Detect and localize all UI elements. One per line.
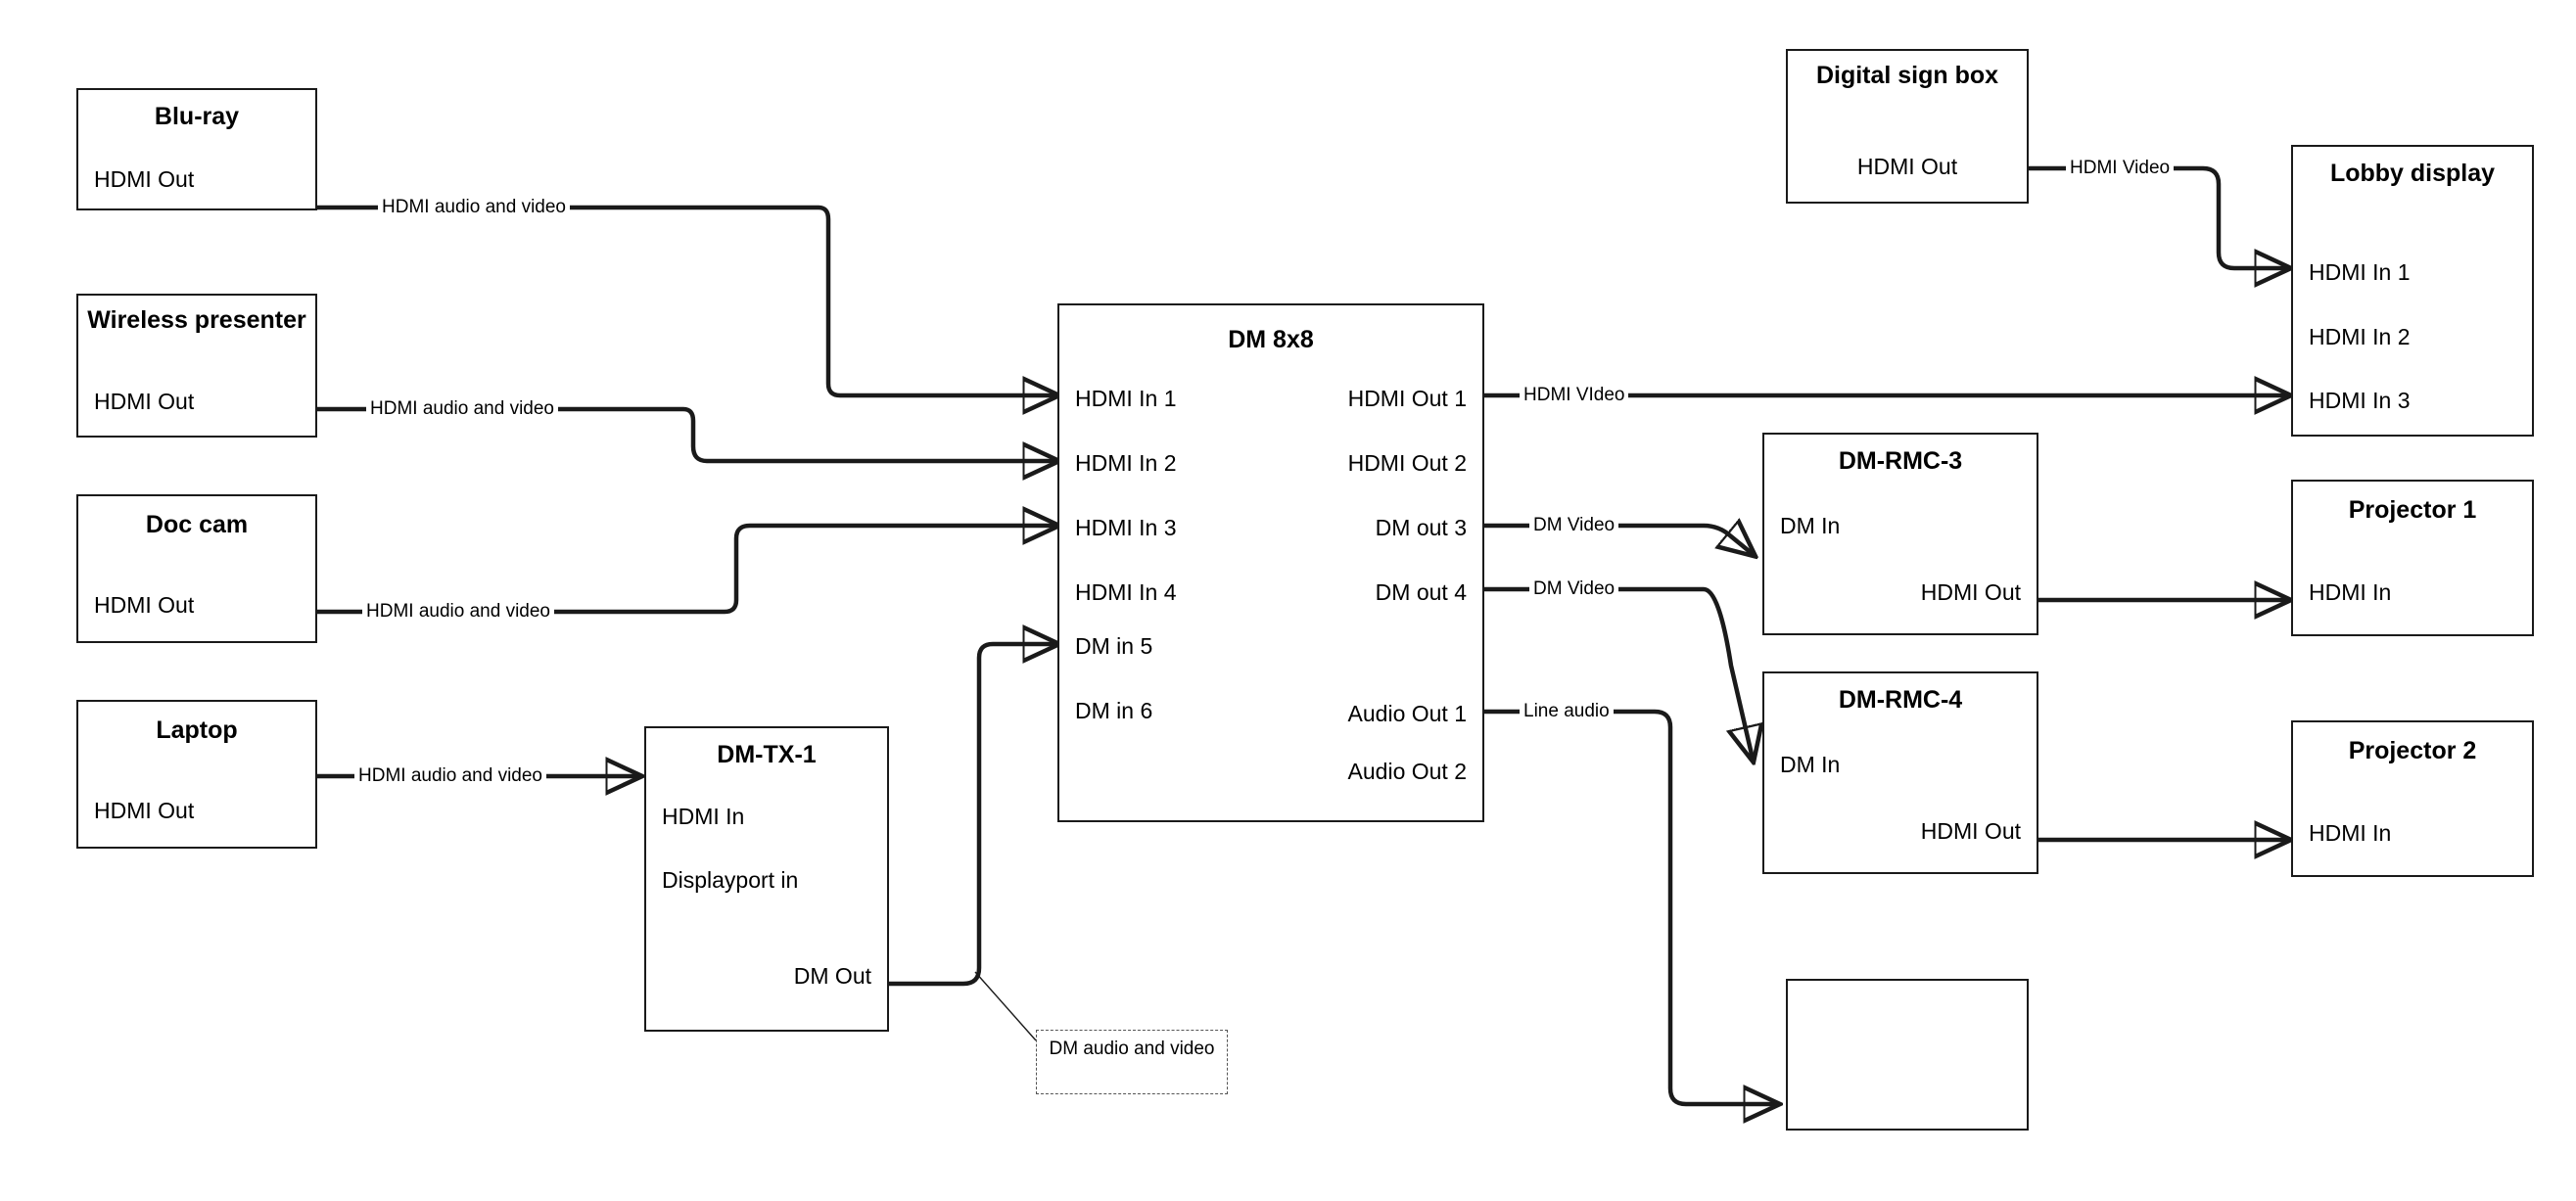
edge-label-doccam-to-dm: HDMI audio and video bbox=[362, 601, 554, 623]
node-title: DM 8x8 bbox=[1228, 326, 1314, 353]
node-projector-1[interactable] bbox=[2291, 480, 2534, 636]
port-dm8x8-hdmi-in-2[interactable]: HDMI In 2 bbox=[1075, 450, 1177, 476]
port-projector2-hdmi-in[interactable]: HDMI In bbox=[2309, 820, 2392, 846]
port-dm8x8-audio-out-2[interactable]: Audio Out 2 bbox=[1347, 759, 1467, 784]
port-wireless-hdmi-out[interactable]: HDMI Out bbox=[94, 389, 195, 414]
port-dmrmc4-hdmi-out[interactable]: HDMI Out bbox=[1920, 818, 2021, 844]
node-doc-cam[interactable] bbox=[76, 494, 317, 643]
node-title: Blu-ray bbox=[154, 103, 240, 130]
node-dm-8x8[interactable] bbox=[1057, 303, 1484, 822]
port-lobby-hdmi-in-3[interactable]: HDMI In 3 bbox=[2309, 388, 2411, 413]
port-projector1-hdmi-in[interactable]: HDMI In bbox=[2309, 579, 2392, 605]
note-dm-audio-and-video: DM audio and video bbox=[1036, 1030, 1228, 1094]
node-title: Projector 2 bbox=[2348, 737, 2477, 764]
node-title: Projector 1 bbox=[2348, 496, 2477, 524]
port-dmrmc3-hdmi-out[interactable]: HDMI Out bbox=[1920, 579, 2021, 605]
node-title: Lobby display bbox=[2329, 160, 2496, 187]
port-dm8x8-audio-out-1[interactable]: Audio Out 1 bbox=[1347, 701, 1467, 726]
port-dm8x8-hdmi-out-2[interactable]: HDMI Out 2 bbox=[1347, 450, 1467, 476]
edge-label-dm-to-rmc3: DM Video bbox=[1529, 515, 1618, 536]
node-digital-sign-box[interactable] bbox=[1786, 49, 2029, 204]
port-dmtx1-dm-out[interactable]: DM Out bbox=[793, 963, 871, 989]
node-title: DM-TX-1 bbox=[717, 741, 817, 768]
port-signbox-hdmi-out[interactable]: HDMI Out bbox=[1856, 154, 1958, 179]
edge-label-laptop-to-dmtx1: HDMI audio and video bbox=[354, 765, 546, 787]
port-dm8x8-dm-in-5[interactable]: DM in 5 bbox=[1075, 633, 1153, 659]
node-lobby-display[interactable] bbox=[2291, 145, 2534, 437]
port-lobby-hdmi-in-1[interactable]: HDMI In 1 bbox=[2309, 259, 2411, 285]
edge-label-dm-to-amplifier: Line audio bbox=[1520, 701, 1614, 722]
port-dmrmc4-dm-in[interactable]: DM In bbox=[1780, 752, 1841, 777]
node-title: Doc cam bbox=[145, 511, 249, 538]
port-dm8x8-hdmi-in-1[interactable]: HDMI In 1 bbox=[1075, 386, 1177, 411]
edge-label-signbox-to-lobby: HDMI Video bbox=[2066, 158, 2174, 179]
port-bluray-hdmi-out[interactable]: HDMI Out bbox=[94, 166, 195, 192]
edge-label-wireless-to-dm: HDMI audio and video bbox=[366, 398, 558, 420]
node-wireless-presenter[interactable] bbox=[76, 294, 317, 438]
port-dm8x8-hdmi-in-3[interactable]: HDMI In 3 bbox=[1075, 515, 1177, 540]
edge-label-dm-to-lobby: HDMI VIdeo bbox=[1520, 385, 1628, 406]
port-dm8x8-dm-in-6[interactable]: DM in 6 bbox=[1075, 698, 1153, 723]
node-bluray[interactable] bbox=[76, 88, 317, 210]
node-title: DM-RMC-3 bbox=[1838, 447, 1963, 475]
node-dm-tx-1[interactable] bbox=[644, 726, 889, 1032]
node-title: DM-RMC-4 bbox=[1838, 686, 1963, 714]
port-laptop-hdmi-out[interactable]: HDMI Out bbox=[94, 798, 195, 823]
node-title: Digital sign box bbox=[1815, 62, 1999, 89]
port-dm8x8-hdmi-in-4[interactable]: HDMI In 4 bbox=[1075, 579, 1177, 605]
node-dm-rmc-4[interactable] bbox=[1762, 671, 2038, 874]
node-amplifier[interactable] bbox=[1786, 979, 2029, 1131]
edge-label-dm-to-rmc4: DM Video bbox=[1529, 578, 1618, 600]
node-projector-2[interactable] bbox=[2291, 720, 2534, 877]
edge-label-bluray-to-dm: HDMI audio and video bbox=[378, 197, 570, 218]
port-dmtx1-hdmi-in[interactable]: HDMI In bbox=[662, 804, 745, 829]
node-dm-rmc-3[interactable] bbox=[1762, 433, 2038, 635]
node-laptop[interactable] bbox=[76, 700, 317, 849]
port-dm8x8-hdmi-out-1[interactable]: HDMI Out 1 bbox=[1347, 386, 1467, 411]
port-lobby-hdmi-in-2[interactable]: HDMI In 2 bbox=[2309, 324, 2411, 349]
node-title: Laptop bbox=[156, 716, 238, 744]
port-dmtx1-displayport-in[interactable]: Displayport in bbox=[662, 867, 799, 893]
port-doccam-hdmi-out[interactable]: HDMI Out bbox=[94, 592, 195, 618]
port-dmrmc3-dm-in[interactable]: DM In bbox=[1780, 513, 1841, 538]
port-dm8x8-dm-out-3[interactable]: DM out 3 bbox=[1375, 515, 1467, 540]
node-title: Wireless presenter bbox=[87, 306, 306, 334]
port-dm8x8-dm-out-4[interactable]: DM out 4 bbox=[1375, 579, 1467, 605]
